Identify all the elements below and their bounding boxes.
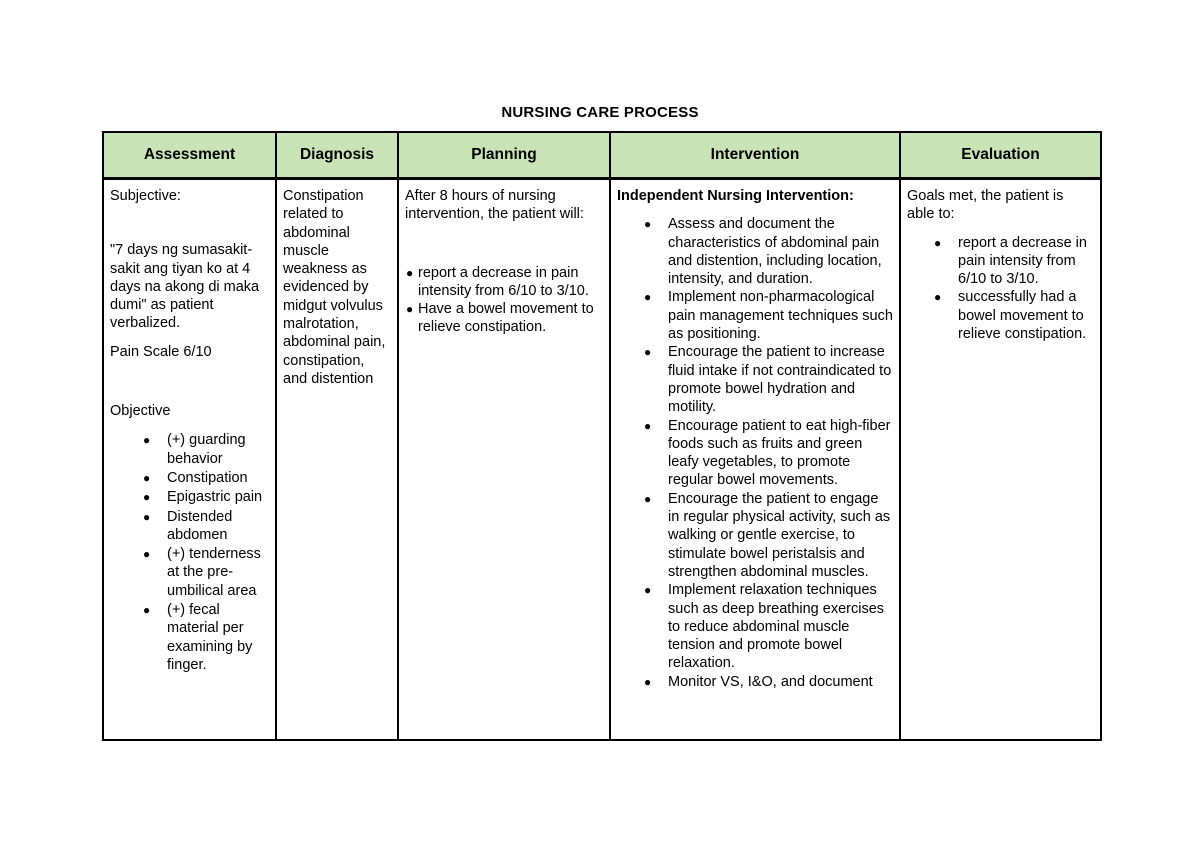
bullet-icon: ● [143,547,151,562]
bullet-icon: ● [644,345,652,360]
list-item: ● Assess and document the characteristics of abdominal pain and distention, including location, intensity, and duration. [644,216,882,288]
objective-list [110,431,269,674]
objective-label: Objective [110,403,171,420]
list-item: ● Distended abdomen [143,508,233,543]
list-item: ● Implement non-pharmacological pain management techniques such as positioning. [644,289,893,343]
list-item: ● Constipation [143,469,248,486]
bullet-icon: ● [143,603,151,618]
nursing-care-table [102,131,1102,741]
header-planning: Planning [398,132,610,179]
bullet-icon: ● [644,290,652,305]
intervention-list [617,215,893,691]
list-item: ● report a decrease in pain intensity from 6/10 to 3/10. [934,234,1087,288]
assessment-cell [103,179,276,741]
bullet-icon: ● [143,433,151,448]
bullet-icon: ● [934,235,942,250]
list-item: ● Have a bowel movement to relieve constipation. [406,301,594,336]
list-item: ● Monitor VS, I&O, and document [644,673,873,690]
bullet-icon: ● [143,509,151,524]
list-item: ● (+) guarding behavior [143,432,246,467]
bullet-icon: ● [644,217,652,232]
evaluation-cell [900,179,1101,741]
list-item: ● Encourage the patient to engage in regular physical activity, such as walking or gentle exercise, to stimulate bowel peristalsis and strengthen abdominal muscles. [644,490,891,580]
evaluation-list [907,234,1094,344]
bullet-icon: ● [644,491,652,506]
list-item: ● Encourage patient to eat high-fiber foods such as fruits and green leafy vegetables, to promote regular bowel movements. [644,417,891,489]
content-row [103,179,1101,741]
list-item: ● Encourage the patient to increase fluid intake if not contraindicated to promote bowel hydration and motility. [644,344,892,416]
patient-quote: "7 days ng sumasakit-sakit ang tiyan ko at 4 days na akong di maka dumi" as patient verbalized. [110,242,260,332]
bullet-icon: ● [934,290,942,305]
list-item: ● Epigastric pain [143,489,263,506]
bullet-icon: ● [143,490,151,505]
intervention-heading: Independent Nursing Intervention: [617,188,854,204]
pain-scale: Pain Scale 6/10 [110,343,212,360]
header-diagnosis: Diagnosis [276,132,398,179]
intervention-cell [610,179,900,741]
list-item: ● report a decrease in pain intensity from 6/10 to 3/10. [406,264,589,299]
bullet-icon: ● [143,470,151,485]
planning-intro: After 8 hours of nursing intervention, the patient will: [405,188,584,223]
page-title: NURSING CARE PROCESS [501,104,699,121]
subjective-label: Subjective: [110,188,181,204]
header-row [103,132,1101,179]
header-intervention: Intervention [610,132,900,179]
evaluation-intro: Goals met, the patient is able to: [907,188,1064,223]
header-evaluation: Evaluation [900,132,1101,179]
bullet-icon: ● [644,674,652,689]
list-item: ● (+) tenderness at the pre-umbilical area [143,546,261,599]
header-assessment: Assessment [103,132,276,179]
list-item: ● successfully had a bowel movement to relieve constipation. [934,289,1087,343]
diagnosis-cell [276,179,398,741]
diagnosis-text: Constipation related to abdominal muscle weakness as evidenced by midgut volvulus malrotation, abdominal pain, constipation, and distention [283,188,386,387]
bullet-icon: ● [644,583,652,598]
planning-cell [398,179,610,741]
planning-list [405,264,603,337]
bullet-icon: ● [406,302,414,317]
bullet-icon: ● [644,418,652,433]
list-item: ● (+) fecal material per examining by finger. [143,602,253,673]
bullet-icon: ● [406,265,414,280]
list-item: ● Implement relaxation techniques such as deep breathing exercises to reduce abdominal muscle tension and promote bowel relaxation. [644,582,885,672]
